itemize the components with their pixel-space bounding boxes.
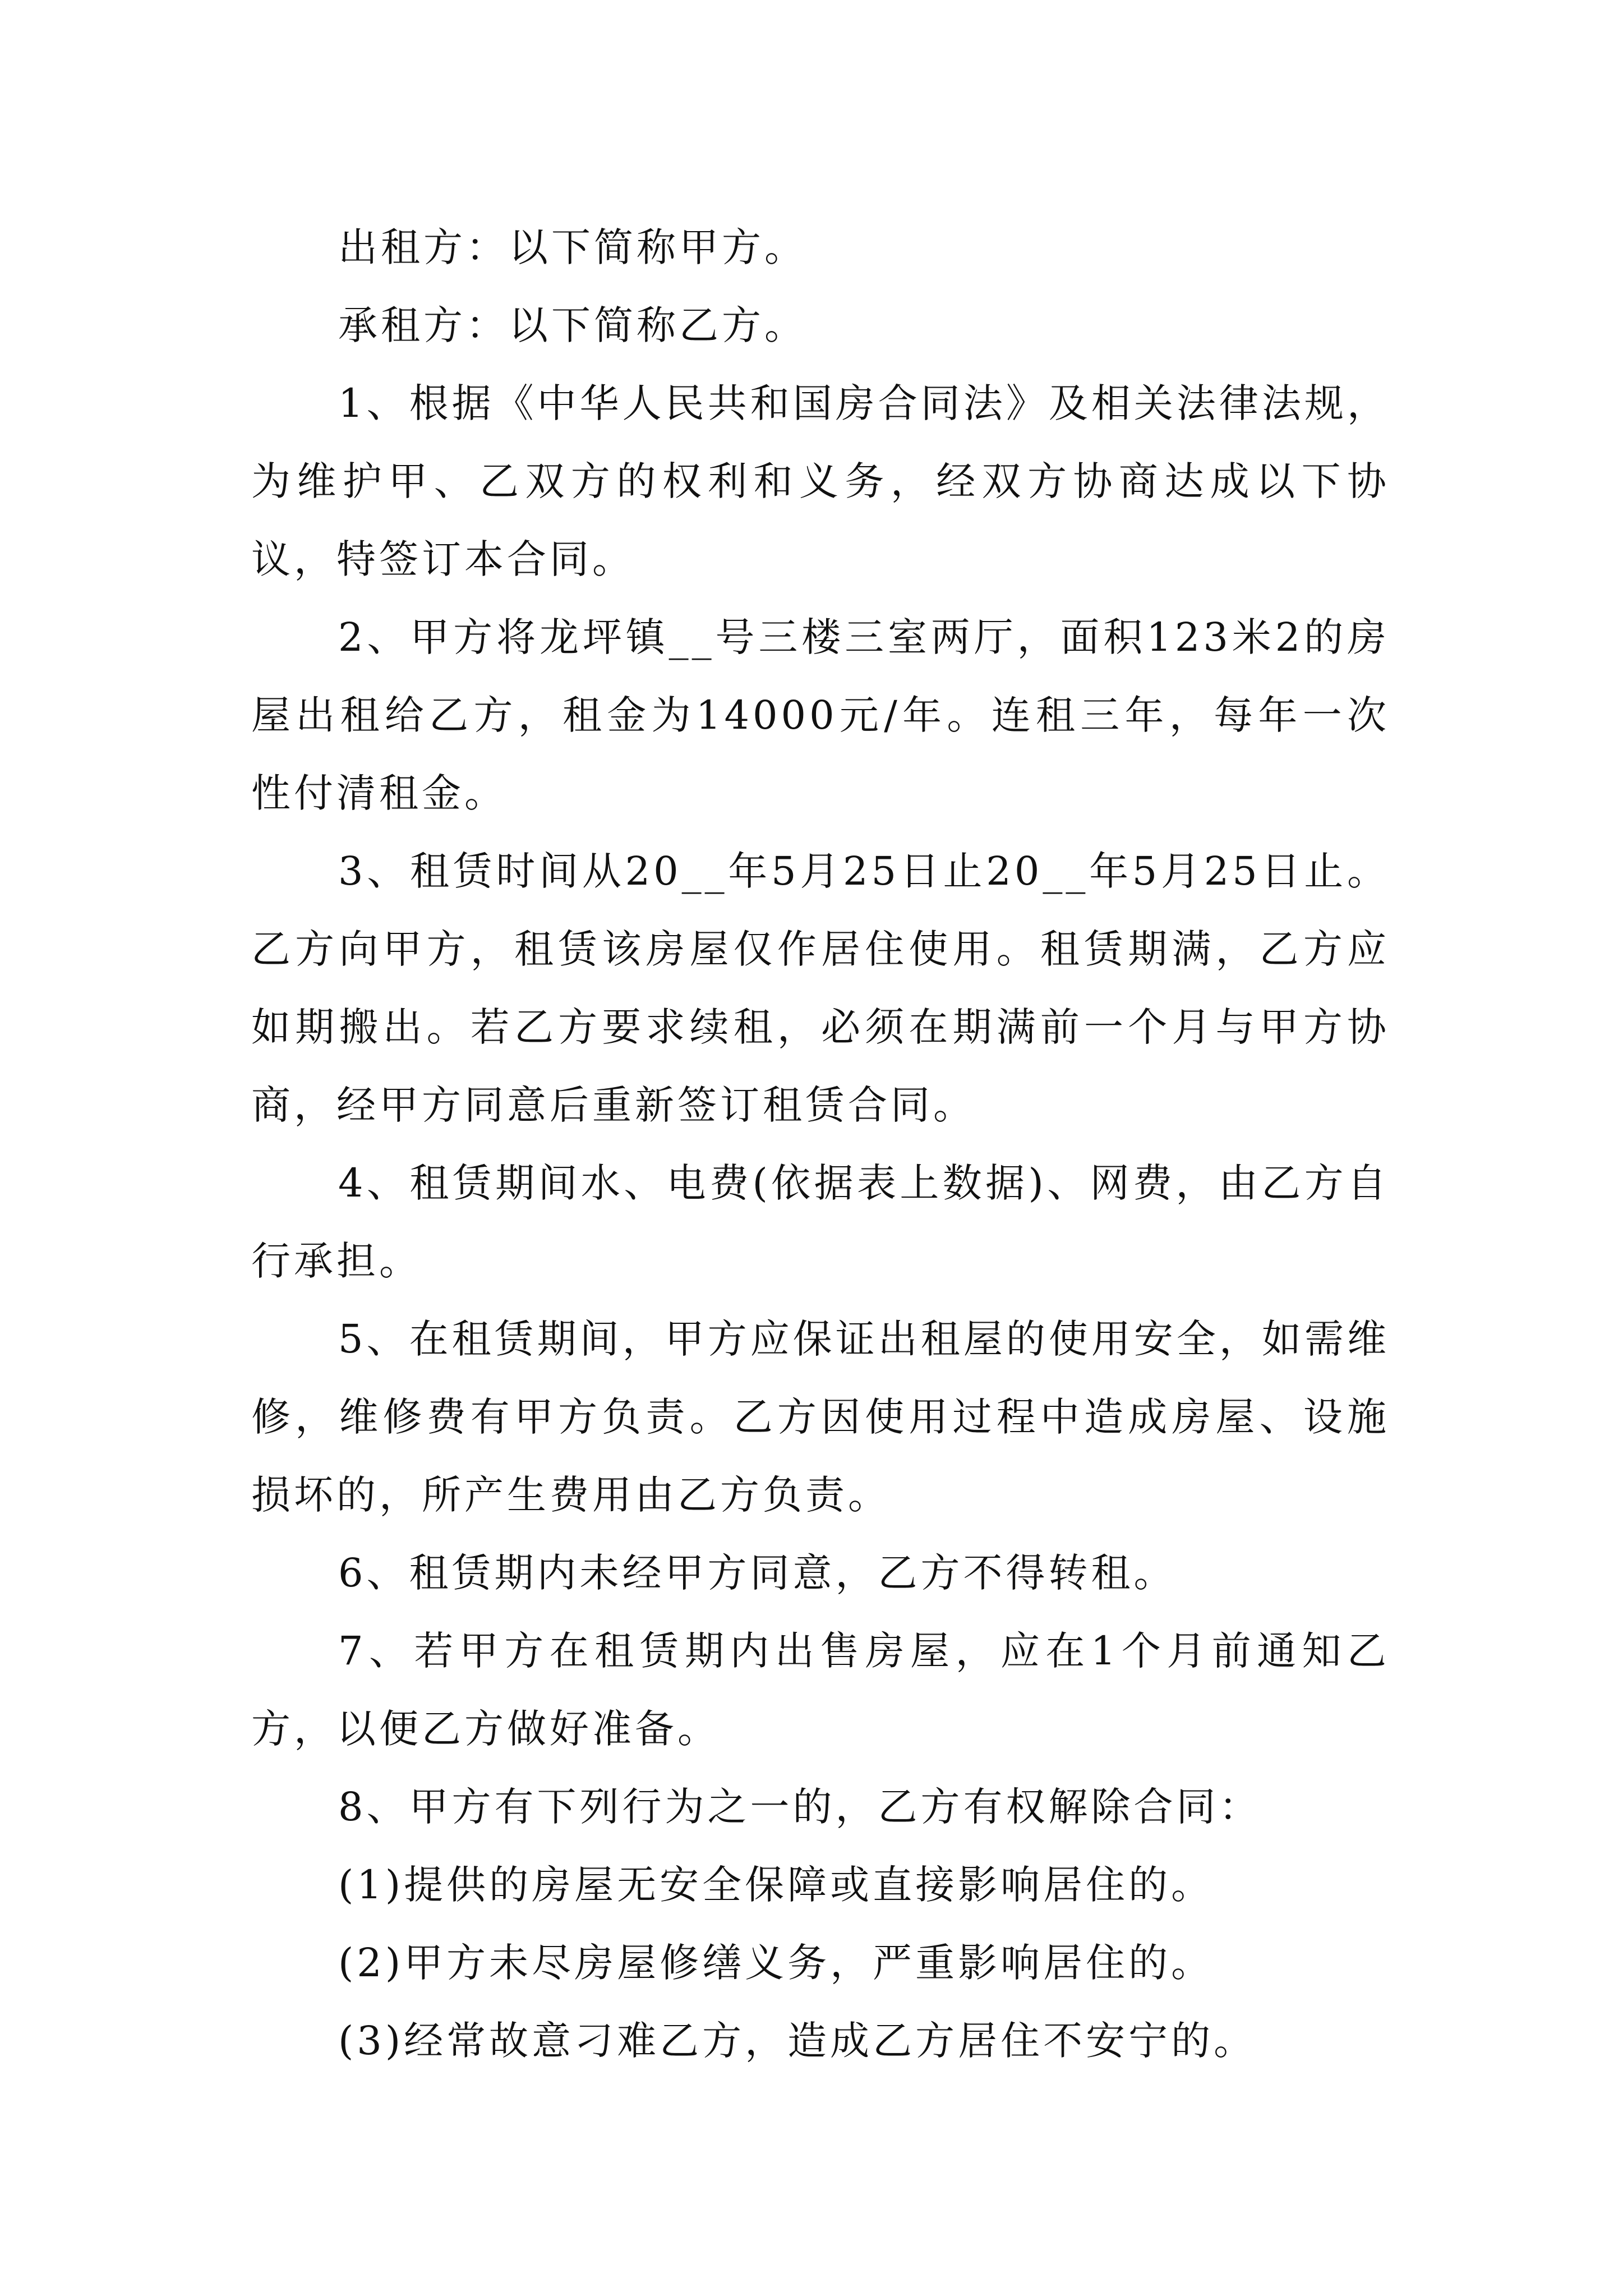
clause-2: 2、甲方将龙坪镇__号三楼三室两厅，面积123米2的房屋出租给乙方，租金为14000元/年。连租三年，每年一次性付清租金。 — [251, 614, 1390, 816]
clause-3: 3、租赁时间从20__年5月25日止20__年5月25日止。乙方向甲方，租赁该房屋仅作居住使用。租赁期满，乙方应如期搬出。若乙方要求续租，必须在期满前一个月与甲方协商，经甲方同意后重新签订租赁合同。 — [251, 848, 1390, 1128]
sub-item-2: (2)甲方未尽房屋修缮义务，严重影响居住的。 — [338, 1940, 1214, 1986]
clause-1: 1、根据《中华人民共和国房合同法》及相关法律法规，为维护甲、乙双方的权利和义务，经双方协商达成以下协议，特签订本合同。 — [251, 380, 1390, 582]
lessee-line: 承租方：以下简称乙方。 — [338, 302, 807, 348]
clause-8: 8、甲方有下列行为之一的，乙方有权解除合同： — [338, 1784, 1262, 1830]
sub-item-1: (1)提供的房屋无安全保障或直接影响居住的。 — [338, 1862, 1214, 1908]
clause-7: 7、若甲方在租赁期内出售房屋，应在1个月前通知乙方，以便乙方做好准备。 — [251, 1628, 1390, 1752]
clause-5: 5、在租赁期间，甲方应保证出租屋的使用安全，如需维修，维修费有甲方负责。乙方因使用过程中造成房屋、设施损坏的，所产生费用由乙方负责。 — [251, 1316, 1390, 1518]
clause-6: 6、租赁期内未经甲方同意，乙方不得转租。 — [338, 1550, 1177, 1596]
sub-item-3: (3)经常故意刁难乙方，造成乙方居住不安宁的。 — [338, 2018, 1257, 2064]
lessor-line: 出租方：以下简称甲方。 — [338, 224, 807, 270]
clause-4: 4、租赁期间水、电费(依据表上数据)、网费，由乙方自行承担。 — [251, 1160, 1390, 1284]
contract-body — [251, 209, 1390, 2080]
